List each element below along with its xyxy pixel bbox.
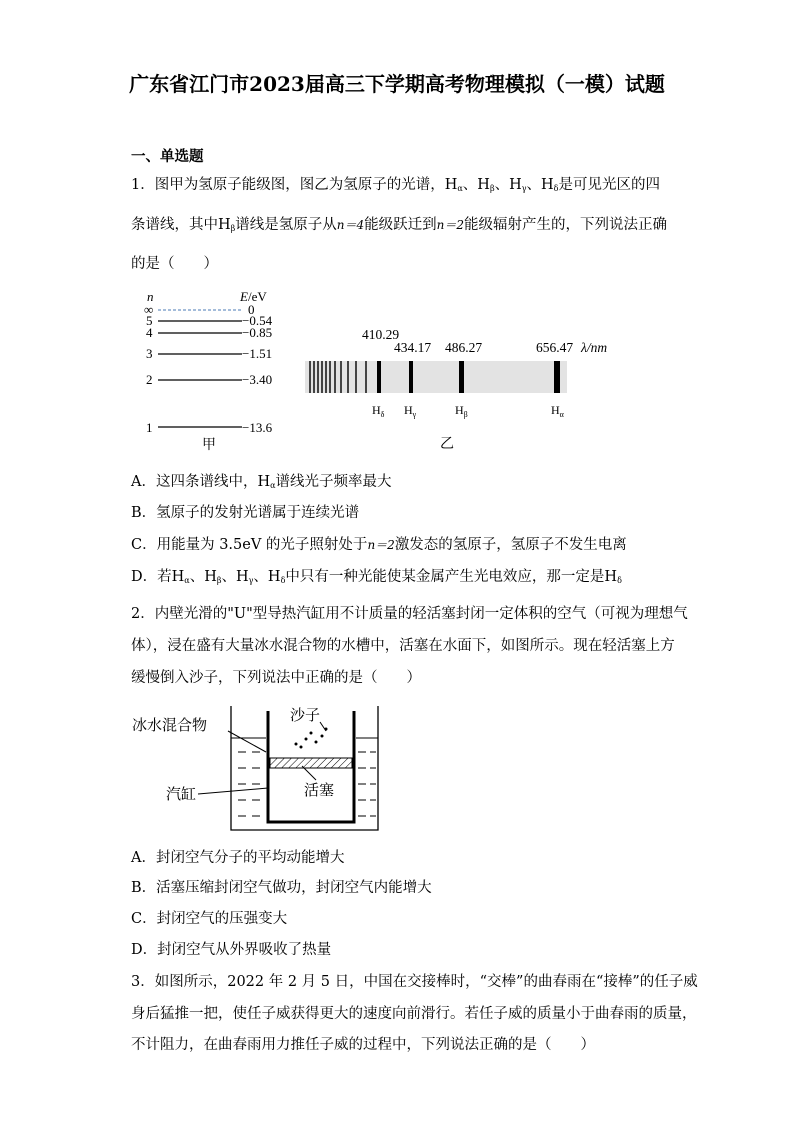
q1-option-d: D．若$H_\alpha$、$H_\beta$、$H_\gamma$、$H_\delta$中只有一种光能使某金属产生光电效应，那一定是$H_\delta$ (131, 569, 622, 585)
q3-line2: 身后猛推一把，使任子威获得更大的速度向前滑行。若任子威的质量小于曲春雨的质量， (131, 1006, 697, 1022)
label-h-delta: $H_\delta$ (372, 403, 385, 419)
q3-line3: 不计阻力，在曲春雨用力推任子威的过程中，下列说法正确的是（ ） (131, 1037, 595, 1053)
spectrum-band (305, 361, 567, 393)
section-heading: 一、单选题 (131, 148, 204, 165)
line-h-delta (377, 361, 381, 393)
q1-line3: 的是（ ） (131, 256, 218, 272)
q2-option-d: D．封闭空气从外界吸收了热量 (131, 942, 332, 958)
q2-line1: 2．内壁光滑的"U"型导热汽缸用不计质量的轻活塞封闭一定体积的空气（可视为理想气 (131, 606, 688, 622)
leader-cylinder (198, 788, 268, 794)
svg-text:−0.85: −0.85 (242, 325, 273, 340)
piston (270, 758, 352, 768)
cylinder-diagram (130, 700, 390, 835)
svg-text:5: 5 (146, 313, 153, 328)
svg-text:−1.51: −1.51 (242, 346, 273, 361)
sand-particles (295, 728, 328, 749)
hydrogen-spectrum (300, 320, 660, 455)
level-1 (146, 420, 273, 435)
svg-text:1: 1 (146, 420, 153, 435)
svg-text:2: 2 (146, 372, 153, 387)
line-h-gamma (409, 361, 413, 393)
line-h-alpha (554, 361, 560, 393)
svg-text:−0.54: −0.54 (242, 313, 273, 328)
q1-option-b: B．氢原子的发射光谱属于连续光谱 (131, 505, 360, 521)
n-axis-header: n (147, 289, 154, 304)
page-title: 广东省江门市2023届高三下学期高考物理模拟（一模）试题 (129, 72, 665, 96)
wavelength-h-beta: 486.27 (445, 340, 483, 355)
label-piston: 活塞 (304, 781, 335, 799)
label-sand: 沙子 (290, 706, 321, 724)
q1-line1: 1．图甲为氢原子能级图，图乙为氢原子的光谱，$H_\alpha$、$H_\beta$、$H_\gamma$、$H_\delta$是可见光区的四 (131, 177, 660, 193)
q2-option-c: C．封闭空气的压强变大 (131, 911, 288, 927)
q3-line1: 3．如图所示，2022 年 2 月 5 日，中国在交接棒时，“交棒”的曲春雨在“接棒”的任子威 (131, 974, 698, 990)
svg-text:0: 0 (248, 302, 255, 317)
wavelength-h-gamma: 434.17 (394, 340, 432, 355)
leader-ice (228, 731, 266, 752)
wavelength-axis-unit: λ/nm (581, 340, 608, 355)
q1-option-c: C．用能量为 3.5eV 的光子照射处于n＝2激发态的氢原子，氢原子不发生电离 (131, 537, 627, 553)
q2-line3: 缓慢倒入沙子，下列说法中正确的是（ ） (131, 670, 421, 686)
svg-text:4: 4 (146, 325, 153, 340)
level-4 (146, 325, 272, 340)
label-h-gamma: $H_\gamma$ (404, 403, 417, 419)
level-2 (146, 372, 272, 387)
energy-axis-header: E/eV (240, 289, 267, 304)
svg-text:−3.40: −3.40 (242, 372, 273, 387)
level-inf (144, 302, 255, 317)
q2-line2: 体），浸在盛有大量冰水混合物的水槽中，活塞在水面下，如图所示。现在轻活塞上方 (131, 638, 675, 654)
water-surface (231, 738, 378, 816)
label-h-alpha: $H_\alpha$ (551, 403, 564, 419)
q2-option-b: B．活塞压缩封闭空气做功，封闭空气内能增大 (131, 880, 432, 896)
caption-jia: 甲 (202, 437, 216, 453)
q1-option-a: A．这四条谱线中，$H_\alpha$谱线光子频率最大 (131, 474, 392, 490)
energy-level-diagram (130, 285, 300, 455)
wavelength-h-alpha: 656.47 (536, 340, 574, 355)
svg-text:3: 3 (146, 346, 153, 361)
label-ice-water: 冰水混合物 (132, 716, 208, 734)
level-3 (146, 346, 272, 361)
line-h-beta (459, 361, 464, 393)
wavelength-h-delta: 410.29 (362, 327, 400, 342)
svg-text:−13.6: −13.6 (242, 420, 273, 435)
caption-yi: 乙 (440, 436, 454, 452)
q1-line2: 条谱线，其中$H_\beta$谱线是氢原子从n＝4能级跃迁到n＝2能级辐射产生的，下列说法正确 (131, 217, 668, 233)
svg-text:∞: ∞ (144, 302, 154, 317)
q2-option-a: A．封闭空气分子的平均动能增大 (131, 850, 345, 866)
leader-sand (320, 722, 326, 731)
label-h-beta: $H_\beta$ (455, 403, 468, 419)
label-cylinder: 汽缸 (166, 785, 197, 803)
